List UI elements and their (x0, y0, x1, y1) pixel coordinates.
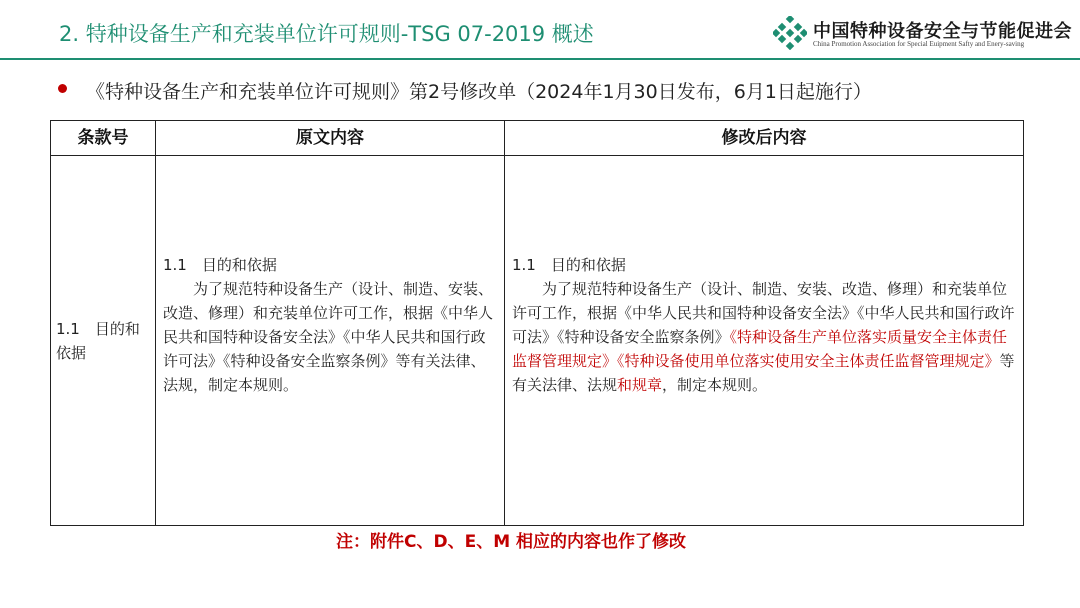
header-revised: 修改后内容 (721, 128, 807, 148)
header-clause: 条款号 (77, 128, 129, 148)
logo-english-name: China Promotion Association for Special Euipment Safty and Enery-saving (813, 40, 1025, 48)
revised-content-cell (512, 253, 1017, 397)
column-divider (155, 121, 156, 525)
logo-chinese-name: 中国特种设备安全与节能促进会 (813, 21, 1072, 42)
original-content-cell (163, 253, 499, 397)
revised-body-text: 等有关法律、法规 (512, 352, 1015, 394)
clause-number-cell: 1.1 目的和依据 (56, 320, 140, 362)
column-divider (504, 121, 505, 525)
comparison-table (50, 120, 1024, 526)
footnote: 注：附件C、D、E、M 相应的内容也作了修改 (336, 532, 687, 552)
page-title: 2. 特种设备生产和充装单位许可规则-TSG 07-2019 概述 (59, 22, 594, 46)
revised-body-text: 为了规范特种设备生产（设计、制造、安装、改造、修理）和充装单位许可工作，根据《中华人民共和国特种设备安全法》《中华人民共和国行政许可法》《特种设备安全监察条例》 (512, 280, 1015, 346)
header-original: 原文内容 (296, 128, 364, 148)
title-underline (0, 58, 1080, 60)
revised-added-regulations: 《特种设备生产单位落实质量安全主体责任监督管理规定》《特种设备使用单位落实使用安全主体责任监督管理规定》 (512, 328, 1008, 370)
original-body: 为了规范特种设备生产（设计、制造、安装、改造、修理）和充装单位许可工作，根据《中华人民共和国特种设备安全法》《中华人民共和国行政许可法》《特种设备安全监察条例》等有关法律、法规，制定本规则。 (163, 280, 494, 394)
revised-body-text: ，制定本规则。 (662, 376, 768, 394)
revised-body (512, 277, 1017, 397)
bullet-dot-icon (58, 84, 67, 93)
organization-logo (773, 16, 1073, 52)
revised-added-rules: 和规章 (617, 376, 663, 394)
logo-emblem-icon (773, 16, 807, 50)
original-heading: 1.1 目的和依据 (163, 256, 277, 274)
amendment-heading: 《特种设备生产和充装单位许可规则》第2号修改单（2024年1月30日发布，6月1日起施行） (86, 81, 872, 103)
revised-heading: 1.1 目的和依据 (512, 256, 626, 274)
